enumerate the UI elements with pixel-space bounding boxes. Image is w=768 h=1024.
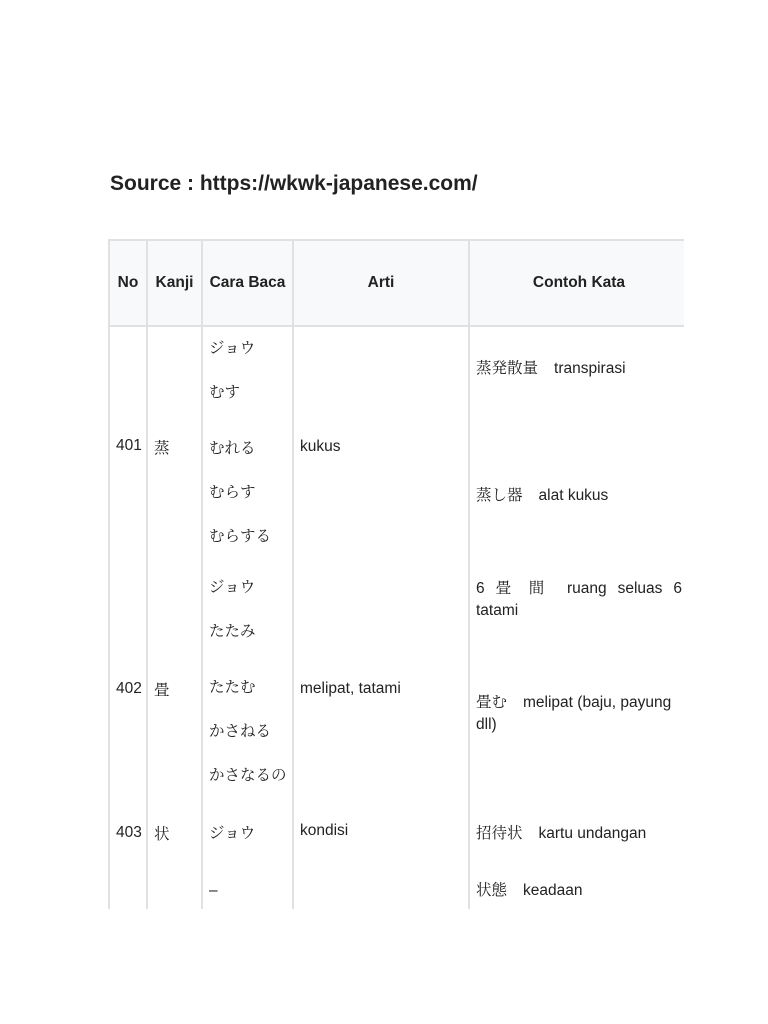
reading: – <box>209 882 218 899</box>
example-meaning: melipat (baju, payung dll) <box>476 693 672 734</box>
header-no: No <box>109 240 147 326</box>
row-number: 402 <box>109 566 147 812</box>
example-word: 蒸し器 <box>476 487 523 504</box>
reading: ジョウ <box>209 579 256 596</box>
header-contoh-kata: Contoh Kata <box>469 240 684 326</box>
example-item <box>476 356 682 378</box>
example-item <box>476 578 682 623</box>
table-row <box>109 812 684 909</box>
example-item <box>476 692 682 737</box>
example-word: 蒸発散量 <box>476 360 539 377</box>
row-examples <box>469 326 684 566</box>
reading: ジョウ <box>209 825 256 842</box>
row-arti: kondisi <box>293 812 469 909</box>
reading: かさねる <box>209 723 272 740</box>
reading: むれる <box>209 440 256 457</box>
example-meaning: transpirasi <box>554 360 626 377</box>
row-readings <box>202 812 293 909</box>
row-examples <box>469 566 684 812</box>
example-word: 招待状 <box>476 825 523 842</box>
example-meaning: keadaan <box>523 882 583 899</box>
reading: たたみ <box>209 623 256 640</box>
example-item <box>476 483 682 505</box>
header-kanji: Kanji <box>147 240 202 326</box>
row-readings <box>202 326 293 566</box>
row-kanji: 畳 <box>147 566 202 812</box>
row-arti: kukus <box>293 326 469 566</box>
reading: むらす <box>209 484 256 501</box>
example-word: 状態 <box>476 882 508 899</box>
reading: たたむ <box>209 679 256 696</box>
reading: むす <box>209 384 241 401</box>
kanji-table <box>108 239 684 909</box>
reading: かさなるの <box>209 767 287 784</box>
table-row <box>109 326 684 566</box>
example-item <box>476 812 682 856</box>
kanji-table-container[interactable] <box>108 239 684 909</box>
example-word: 畳む <box>476 693 508 711</box>
row-readings <box>202 566 293 812</box>
header-cara-baca: Cara Baca <box>202 240 293 326</box>
row-number: 403 <box>109 812 147 909</box>
table-row <box>109 566 684 812</box>
row-kanji: 蒸 <box>147 326 202 566</box>
example-word: 6 畳 間 <box>476 580 551 597</box>
example-meaning: ruang seluas 6 tatami <box>476 580 682 620</box>
row-examples <box>469 812 684 909</box>
source-title: Source : https://wkwk-japanese.com/ <box>110 172 478 195</box>
table-header-row <box>109 240 684 326</box>
header-arti: Arti <box>293 240 469 326</box>
row-number: 401 <box>109 326 147 566</box>
example-item <box>476 869 682 909</box>
reading: ジョウ <box>209 340 256 357</box>
reading: むらする <box>209 528 272 545</box>
example-meaning: kartu undangan <box>538 825 647 842</box>
row-kanji: 状 <box>147 812 202 909</box>
example-meaning: alat kukus <box>538 487 609 504</box>
row-arti: melipat, tatami <box>293 566 469 812</box>
